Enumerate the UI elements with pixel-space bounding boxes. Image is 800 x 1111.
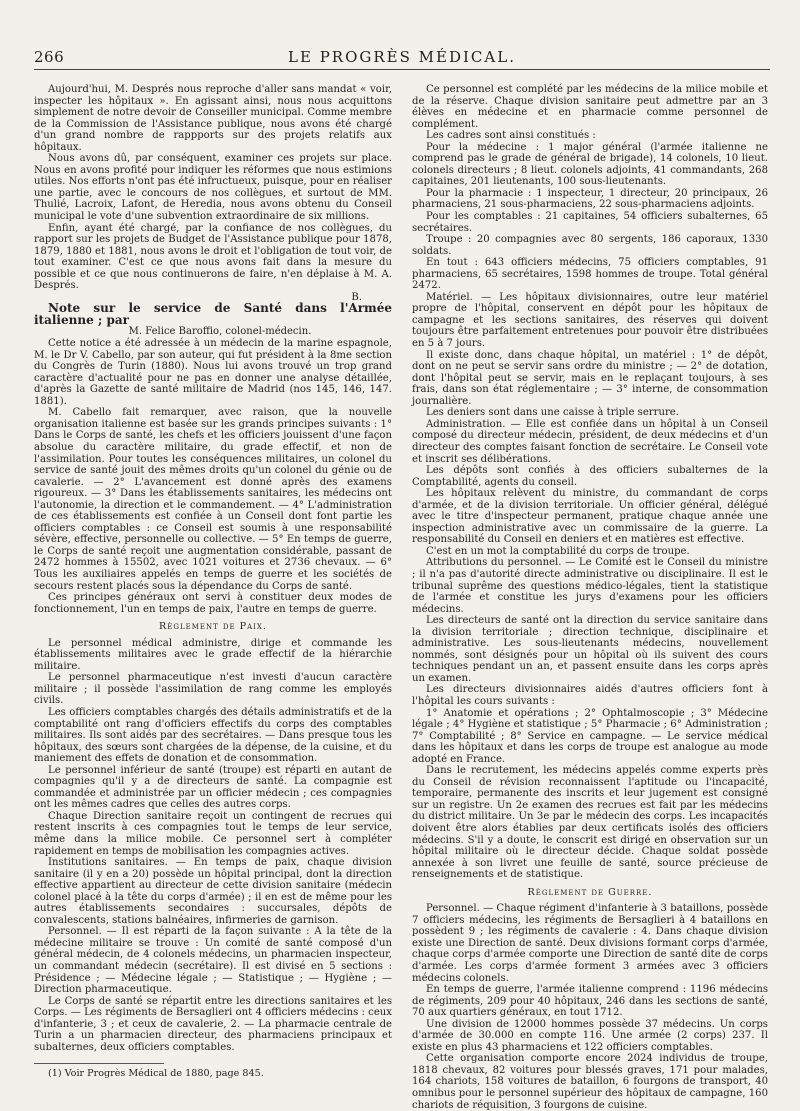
paragraph: Les deniers sont dans une caisse à triple serrure. (426, 407, 679, 419)
left-column (34, 84, 392, 1080)
footnote-rule (34, 1063, 164, 1064)
header-rule (34, 69, 770, 70)
paragraph: Il existe donc, dans chaque hôpital, un matériel : 1° de dépôt, dont on ne peut se servir sans ordre du ministre ; — 2° de dotation, dont l'hôpital peut se servir, mais en le replaçant toujours, à ses frais, dans son état réglementaire ; — 3° interne, de consommation journalière. (412, 349, 768, 407)
paragraph: Institutions sanitaires. — En temps de paix, chaque division sanitaire (il y en a 20) possède un hôpital principal, dont la direction effective appartient au directeur de cette division sanitaire (médecin colonel placé à la tête du corps d'armée) ; il en est de même pour les autres établissements secondaires : succursales, dépôts de convalescents, stations balnéaires, infirmeries de garnison. (34, 857, 392, 926)
paragraph: Les directeurs divisionnaires aidés d'autres officiers font à l'hôpital les cours suivants : (412, 684, 768, 707)
paragraph: Pour la pharmacie : 1 inspecteur, 1 directeur, 20 principaux, 26 pharmaciens, 21 sous-pharmaciens, 22 sous-pharmaciens adjoints. (412, 187, 768, 211)
paragraph: Enfin, ayant été chargé, par la confiance de nos collègues, du rapport sur les projets de Budget de l'Assistance publique pour 1878, 1879, 1880 et 1881, nous avons le droit et l'obligation de tout voir, de tout examiner. C'est ce que nous avons fait dans la mesure du possible et ce que nous continuerons de faire, n'en déplaise à M. A. Després. (34, 222, 392, 292)
paragraph: 1° Anatomie et opérations ; 2° Ophtalmoscopie ; 3° Médecine légale ; 4° Hygiène et statistique ; 5° Pharmacie ; 6° Administration ; 7° Comptabilité ; 8° Service en campagne. — Le service médical dans les hôpitaux et dans les corps de troupe est analogue au mode adopté en France. (412, 707, 768, 765)
paragraph: Les cadres sont ainsi constitués : (426, 130, 596, 142)
article-title: Note sur le service de Santé dans l'Armée italienne ; par (34, 301, 392, 327)
paragraph: Pour la médecine : 1 major général (l'armée italienne ne comprend pas le grade de général de brigade), 14 colonels, 10 lieut. colonels directeurs ; 8 lieut. colonels adjoints, 41 commandants, 268 capitaines, 201 lieutenants, 100 sous-lieutenants. (412, 141, 768, 188)
paragraph: Le Corps de santé se répartit entre les directions sanitaires et les Corps. — Les régiments de Bersaglieri ont 4 officiers médecins : ceux d'infanterie, 3 ; et ceux de cavalerie, 2. — La pharmacie centrale de Turin a un pharmacien directeur, des pharmaciens principaux et subalternes, deux officiers comptables. (34, 995, 392, 1053)
paragraph: Matériel. — Les hôpitaux divisionnaires, outre leur matériel propre de l'hôpital, conservent en dépôt pour les hôpitaux de campagne et les sections sanitaires, des réserves qui doivent toujours être parfaitement entretenues pour pouvoir être distribuées en 5 à 7 jours. (412, 291, 768, 350)
paragraph: Les directeurs de santé ont la direction du service sanitaire dans la division territoriale ; direction technique, disciplinaire et administrative. Les sous-lieutenants médecins, nouvellement nommés, sont désignés pour un hôpital où ils suivent des cours techniques pendant un an, et passent ensuite dans les corps après un examen. (412, 615, 768, 684)
paragraph: Ce personnel est complété par les médecins de la milice mobile et de la réserve. Chaque division sanitaire peut admettre par an 3 élèves en médecine et en pharmacie comme personnel de complément. (412, 84, 768, 130)
paragraph: Aujourd'hui, M. Després nous reproche d'aller sans mandat « voir, inspecter les hôpitaux ». En agissant ainsi, nous nous acquittons simplement de notre devoir de Conseiller municipal. Comme membre de la Commission de l'Assistance publique, nous avons été chargé d'un grand nombre de rappports sur des projets relatifs aux hôpitaux. (34, 84, 392, 153)
paragraph: Administration. — Elle est confiée dans un hôpital à un Conseil composé du directeur médecin, président, de deux médecins et d'un directeur des comptes faisant fonction de secrétaire. Le Conseil vote et inscrit ses délibérations. (412, 418, 768, 465)
paragraph: Troupe : 20 compagnies avec 80 sergents, 186 caporaux, 1330 soldats. (412, 234, 768, 257)
section-heading: Règlement de Paix. (159, 621, 267, 633)
signature: B. (351, 291, 362, 303)
section-heading: Règlement de Guerre. (527, 886, 653, 898)
paragraph: Le personnel inférieur de santé (troupe) est réparti en autant de compagnies qu'il y a de directeurs de santé. La compagnie est commandée et administrée par un officier médecin ; ces compagnies ont les mêmes cadres que celles des autres corps. (34, 764, 392, 811)
paragraph: Chaque Direction sanitaire reçoit un contingent de recrues qui restent inscrits à ces compagnies tout le temps de leur service, même dans la milice mobile. Ce personnel sert à compléter rapidement en temps de mobilisation les compagnies actives. (34, 810, 392, 857)
paragraph: Nous avons dû, par conséquent, examiner ces projets sur place. Nous en avons profité pour indiquer les réformes que nous estimions utiles. Nos efforts n'ont pas été infructueux, puisque, pour en réaliser une partie, avec le concours de nos collègues, et surtout de MM. Thulié, Lacroix, Lafont, de Heredia, nous avons obtenu du Conseil municipal le vote d'une subvention extraordinaire de six millions. (34, 153, 392, 223)
paragraph: C'est en un mot la comptabilité du corps de troupe. (426, 545, 690, 557)
paragraph: Le personnel médical administre, dirige et commande les établissements militaires avec le grade effectif de la hiérarchie militaire. (34, 637, 392, 672)
paragraph: Les officiers comptables chargés des détails administratifs et de la comptabilité ont rang d'officiers effectifs du corps des comptables militaires. Ils sont aidés par des secrétaires. — Dans presque tous les hôpitaux, des sœurs sont chargées de la dépense, de la cuisine, et du maniement des effets de donation et de consommation. (34, 706, 392, 765)
paragraph: Les hôpitaux relèvent du ministre, du commandant de corps d'armée, et de la division territoriale. Un officier général, délégué avec le titre d'inspecteur permanent, pratique chaque année une inspection administrative avec un commissaire de la guerre. La responsabilité du Conseil en deniers et en matières est effective. (412, 488, 768, 546)
paragraph: Personnel. — Chaque régiment d'infanterie à 3 bataillons, possède 7 officiers médecins, les régiments de Bersaglieri à 4 bataillons en possèdent 9 ; les régiments de cavalerie : 4. Dans chaque division existe une Direction de santé. Deux divisions formant corps d'armée, chaque corps d'armée comporte une Direction de santé dite de corps d'armée. Les corps d'armée forment 3 armées avec 3 officiers médecins colonels. (412, 903, 768, 984)
paragraph: Dans le recrutement, les médecins appelés comme experts près du Conseil de révision reconnaissent l'aptitude ou l'incapacité, temporaire, permanente des inscrits et leur jugement est consigné sur un registre. Un 2e examen des recrues est fait par les médecins du district militaire. Un 3e par le médecin des corps. Les incapacités doivent être alors établies par deux certificats isolés des officiers médecins. S'il y a doute, le conscrit est dirigé en observation sur un hôpital militaire où le directeur décide. Chaque soldat possède annexée à son livret une feuille de santé, source précieuse de renseignements et de statistique. (412, 765, 768, 881)
paragraph: En temps de guerre, l'armée italienne comprend : 1196 médecins de régiments, 209 pour 40 hôpitaux, 246 dans les sections de santé, 70 aux quartiers généraux, en tout 1712. (412, 984, 768, 1019)
paragraph: Cette organisation comporte encore 2024 individus de troupe, 1818 chevaux, 82 voitures pour blessés graves, 171 pour malades, 164 chariots, 158 voitures de bataillon, 6 fourgons de transport, 40 omnibus pour le personnel supérieur des hôpitaux de campagne, 160 chariots de réquisition, 3 fourgons de cuisine. (412, 1053, 768, 1111)
page-number: 266 (34, 48, 65, 66)
paragraph: Attributions du personnel. — Le Comité est le Conseil du ministre ; il n'a pas d'autorité directe administrative ou disciplinaire. Il est le tribunal suprême des questions médico-légales, tient la statistique de l'armée et constitue les jurys d'examens pour les officiers médecins. (412, 557, 768, 615)
paragraph: M. Cabello fait remarquer, avec raison, que la nouvelle organisation italienne est basée sur les grands principes suivants : 1° Dans le Corps de santé, les chefs et les officiers jouissent d'une façon absolue du caractère militaire, du grade effectif, et non de l'assimilation. Pour toutes les conséquences militaires, un colonel du service de santé jouit des mêmes droits qu'un colonel du génie ou de cavalerie. — 2° L'avancement est donné après des examens rigoureux. — 3° Dans les établissements sanitaires, les médecins ont l'autonomie, la direction et le commandement. — 4° L'administration de ces établissements est confiée à un Conseil dont font partie les officiers comptables : ce Conseil est soumis à une responsabilité sévère, effective, personnelle ou collective. — 5° En temps de guerre, le Corps de santé reçoit une augmentation considérable, passant de 2472 hommes à 15502, avec 1021 voitures et 2736 chevaux. — 6° Tous les auxiliaires appelés en temps de guerre et les sociétés de secours restent placés sous la dépendance du Corps de santé. (34, 407, 392, 592)
paragraph: Une division de 12000 hommes possède 37 médecins. Un corps d'armée de 30.000 en compte 116. Une armée (2 corps) 237. Il existe en plus 43 pharmaciens et 122 officiers comptables. (412, 1018, 768, 1053)
paragraph: Ces principes généraux ont servi à constituer deux modes de fonctionnement, l'un en temps de paix, l'autre en temps de guerre. (34, 592, 392, 615)
paragraph: En tout : 643 officiers médecins, 75 officiers comptables, 91 pharmaciens, 65 secrétaires, 1598 hommes de troupe. Total général 2472. (412, 257, 768, 292)
paragraph: Les dépôts sont confiés à des officiers subalternes de la Comptabilité, agents du conseil. (412, 465, 768, 488)
journal-title: LE PROGRÈS MÉDICAL. (288, 48, 516, 66)
paragraph: Le personnel pharmaceutique n'est investi d'aucun caractère militaire ; il possède l'assimilation de rang comme les employés civils. (34, 672, 392, 707)
paragraph: Personnel. — Il est réparti de la façon suivante : A la tête de la médecine militaire se trouve : Un comité de santé composé d'un général médecin, de 4 colonels médecins, un pharmacien inspecteur, un commandant médecin (secrétaire). Il est divisé en 5 sections : Présidence ; — Médecine légale ; — Statistique ; — Hygiène ; — Direction pharmaceutique. (34, 926, 392, 996)
article-author: M. Felice Baroffio, colonel-médecin. (128, 326, 312, 338)
paragraph: Pour les comptables : 21 capitaines, 54 officiers subalternes, 65 secrétaires. (412, 211, 768, 234)
footnote: (1) Voir Progrès Médical de 1880, page 845. (48, 1068, 264, 1080)
paragraph: Cette notice a été adressée à un médecin de la marine espagnole, M. le Dr V. Cabello, par son auteur, qui fut président à la 8me section du Congrès de Turin (1880). Nous lui avons trouvé un trop grand caractère d'actualité pour ne pas en donner une analyse détaillée, d'après la Gazette de santé militaire de Madrid (nos 145, 146, 147. 1881). (34, 338, 392, 407)
right-column (412, 84, 768, 1111)
